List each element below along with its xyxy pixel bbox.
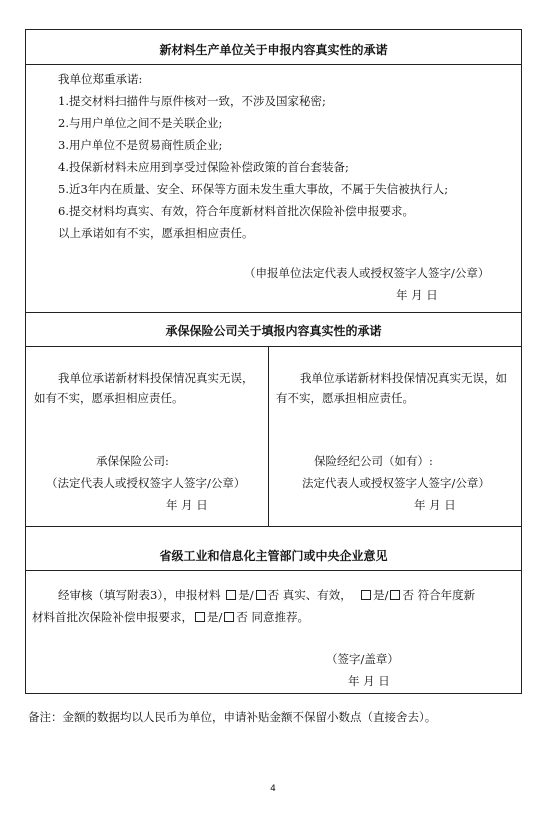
section3-signature: （签字/盖章） bbox=[326, 652, 399, 666]
footnote: 备注：金额的数据均以人民币为单位，申请补贴金额不保留小数点（直接舍去）。 bbox=[28, 710, 437, 724]
divider bbox=[26, 346, 521, 347]
review-line-2 bbox=[32, 610, 309, 625]
form-table bbox=[25, 29, 522, 694]
checkbox-icon[interactable] bbox=[361, 590, 371, 600]
checkbox-icon[interactable] bbox=[256, 590, 266, 600]
insurer-date: 年 月 日 bbox=[166, 498, 208, 512]
commitment-closing: 以上承诺如有不实，愿承担相应责任。 bbox=[58, 226, 254, 240]
commitment-item-2: 2.与用户单位之间不是关联企业; bbox=[58, 116, 223, 130]
broker-signature: 法定代表人或授权签字人签字/公章） bbox=[302, 476, 490, 490]
option-no: 否 bbox=[236, 610, 248, 624]
option-yes: 是/ bbox=[373, 588, 389, 602]
review-text: 同意推荐。 bbox=[247, 610, 310, 624]
page-number: 4 bbox=[270, 784, 276, 794]
section3-date: 年 月 日 bbox=[348, 674, 390, 688]
review-text: 真实、有效， bbox=[279, 588, 352, 602]
section1-intro: 我单位郑重承诺: bbox=[58, 72, 143, 86]
insurer-signature: （法定代表人或授权签字人签字/公章） bbox=[46, 476, 246, 490]
commitment-item-4: 4.投保新材料未应用到享受过保险补偿政策的首台套装备; bbox=[58, 160, 349, 174]
review-text: 经审核（填写附表3），申报材料 bbox=[58, 588, 225, 602]
divider bbox=[26, 312, 521, 313]
section1-signature: （申报单位法定代表人或授权签字人签字/公章） bbox=[244, 266, 490, 280]
commitment-item-6: 6.提交材料均真实、有效，符合年度新材料首批次保险补偿申报要求。 bbox=[58, 204, 414, 218]
option-yes: 是/ bbox=[207, 610, 223, 624]
divider bbox=[26, 526, 521, 527]
checkbox-icon[interactable] bbox=[195, 612, 205, 622]
option-yes: 是/ bbox=[238, 588, 254, 602]
section3-title: 省级工业和信息化主管部门或中央企业意见 bbox=[159, 549, 388, 563]
divider bbox=[26, 64, 521, 65]
section1-date: 年 月 日 bbox=[396, 288, 438, 302]
commitment-item-3: 3.用户单位不是贸易商性质企业; bbox=[58, 138, 223, 152]
divider bbox=[26, 570, 521, 571]
broker-date: 年 月 日 bbox=[414, 498, 456, 512]
commitment-item-1: 1.提交材料扫描件与原件核对一致，不涉及国家秘密; bbox=[58, 94, 326, 108]
section2-title: 承保保险公司关于填报内容真实性的承诺 bbox=[165, 324, 382, 338]
commitment-item-5: 5.近3年内在质量、安全、环保等方面未发生重大事故，不属于失信被执行人; bbox=[58, 182, 449, 196]
option-no: 否 bbox=[267, 588, 280, 602]
section1-title: 新材料生产单位关于申报内容真实性的承诺 bbox=[159, 43, 388, 57]
option-no: 否 bbox=[402, 588, 414, 602]
review-line-1 bbox=[58, 588, 475, 603]
review-text: 符合年度新 bbox=[413, 588, 476, 602]
review-text: 材料首批次保险补偿申报要求， bbox=[32, 610, 193, 624]
insurer-company-label: 承保保险公司: bbox=[96, 454, 169, 468]
checkbox-icon[interactable] bbox=[224, 612, 234, 622]
column-divider bbox=[268, 346, 269, 526]
checkbox-icon[interactable] bbox=[226, 590, 236, 600]
insurer-commitment-text: 我单位承诺新材料投保情况真实无误，如有不实，愿承担相应责任。 bbox=[34, 371, 254, 405]
broker-commitment-text: 我单位承诺新材料投保情况真实无误，如有不实，愿承担相应责任。 bbox=[276, 371, 507, 405]
broker-company-label: 保险经纪公司（如有）: bbox=[314, 454, 433, 468]
checkbox-icon[interactable] bbox=[390, 590, 400, 600]
